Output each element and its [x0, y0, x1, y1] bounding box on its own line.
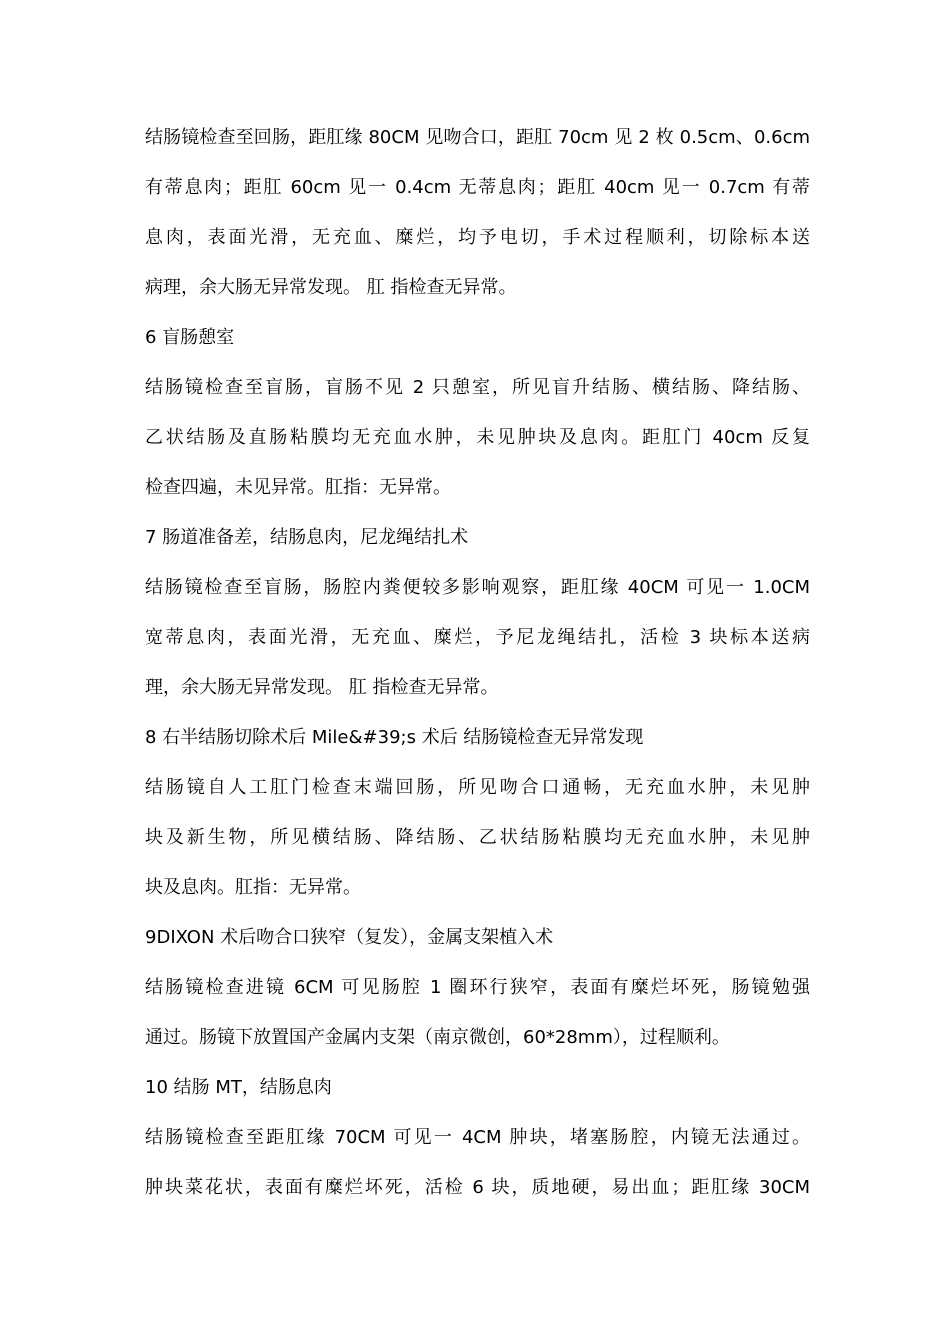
text-line: 有蒂息肉；距肛 60cm 见一 0.4cm 无蒂息肉；距肛 40cm 见一 0.7cm 有蒂 — [145, 177, 810, 198]
section-heading: 6 盲肠憩室 — [145, 327, 235, 348]
text-line: 息肉，表面光滑，无充血、糜烂，均予电切，手术过程顺利，切除标本送 — [145, 227, 810, 248]
text-line: 乙状结肠及直肠粘膜均无充血水肿，未见肿块及息肉。距肛门 40cm 反复 — [145, 427, 810, 448]
text-line: 块及新生物，所见横结肠、降结肠、乙状结肠粘膜均无充血水肿，未见肿 — [145, 827, 810, 848]
section-heading: 8 右半结肠切除术后 Mile&#39;s 术后 结肠镜检查无异常发现 — [145, 727, 644, 748]
text-line: 结肠镜检查至距肛缘 70CM 可见一 4CM 肿块，堵塞肠腔，内镜无法通过。 — [145, 1127, 810, 1148]
text-line: 理，余大肠无异常发现。 肛 指检查无异常。 — [145, 677, 499, 698]
text-line: 病理，余大肠无异常发现。 肛 指检查无异常。 — [145, 277, 517, 298]
document-body — [145, 113, 810, 1213]
text-line: 肿块菜花状，表面有糜烂坏死，活检 6 块，质地硬，易出血；距肛缘 30CM — [145, 1177, 810, 1198]
text-line: 结肠镜检查进镜 6CM 可见肠腔 1 圈环行狭窄，表面有糜烂坏死，肠镜勉强 — [145, 977, 810, 998]
text-line: 结肠镜检查至回肠，距肛缘 80CM 见吻合口，距肛 70cm 见 2 枚 0.5cm、0.6cm — [145, 127, 810, 148]
text-line: 结肠镜检查至盲肠，盲肠不见 2 只憩室，所见盲升结肠、横结肠、降结肠、 — [145, 377, 810, 398]
text-line: 结肠镜自人工肛门检查末端回肠，所见吻合口通畅，无充血水肿，未见肿 — [145, 777, 810, 798]
text-line: 通过。肠镜下放置国产金属内支架（南京微创，60*28mm），过程顺利。 — [145, 1027, 730, 1048]
text-line: 结肠镜检查至盲肠，肠腔内粪便较多影响观察，距肛缘 40CM 可见一 1.0CM — [145, 577, 810, 598]
section-heading: 10 结肠 MT，结肠息肉 — [145, 1077, 332, 1098]
text-line: 检查四遍，未见异常。肛指：无异常。 — [145, 477, 451, 498]
section-heading: 9DIXON 术后吻合口狭窄（复发），金属支架植入术 — [145, 927, 554, 948]
text-line: 宽蒂息肉，表面光滑，无充血、糜烂，予尼龙绳结扎，活检 3 块标本送病 — [145, 627, 810, 648]
text-line: 块及息肉。肛指：无异常。 — [145, 877, 361, 898]
section-heading: 7 肠道准备差，结肠息肉，尼龙绳结扎术 — [145, 527, 469, 548]
